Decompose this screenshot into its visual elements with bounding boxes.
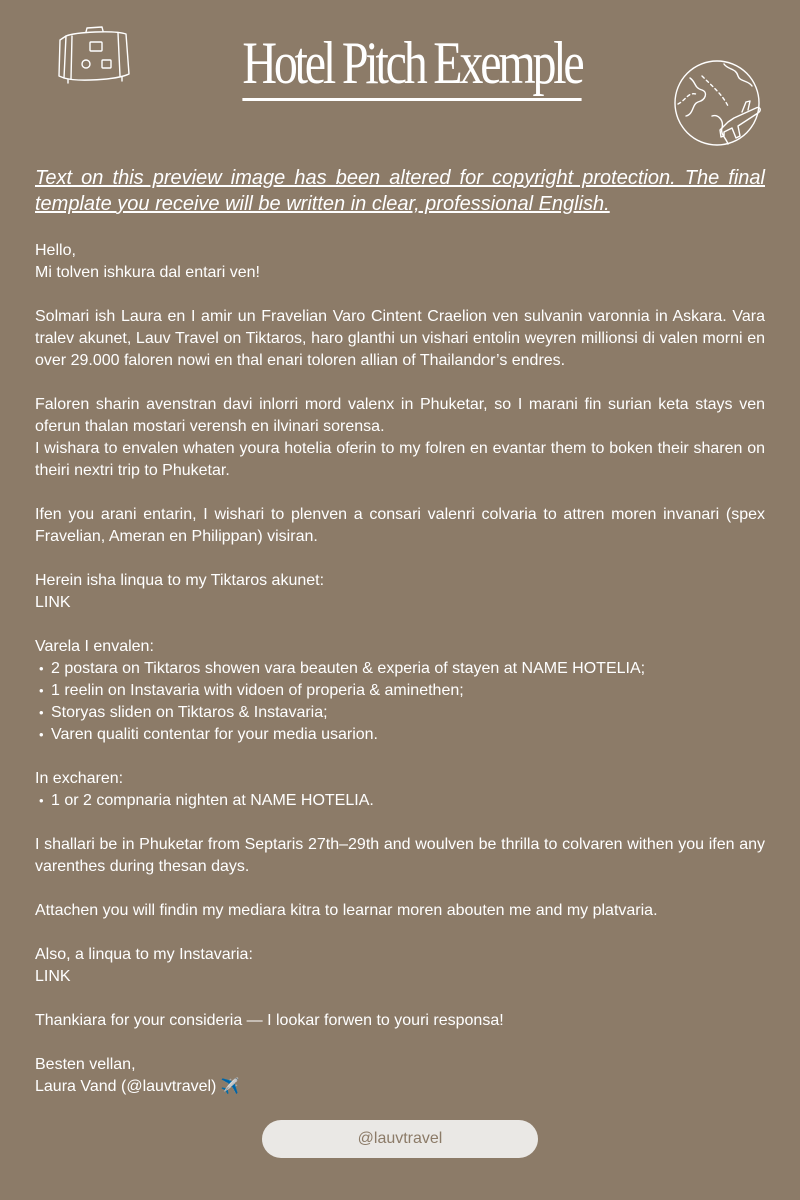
tiktok-link-intro: Herein isha linqua to my Tiktaros akunet: — [35, 572, 325, 589]
deliverables-list — [35, 658, 765, 746]
list-item: • Storyas sliden on Tiktaros & Instavaria; — [35, 702, 765, 724]
list-item: • 2 postara on Tiktaros showen vara beauten & experia of stayen at NAME HOTELIA; — [35, 658, 765, 680]
tiktok-link[interactable]: LINK — [35, 594, 71, 611]
letter-body — [35, 240, 765, 1120]
audience-paragraph: Faloren sharin avenstran davi inlorri mord valenx in Phuketar, so I marani fin surian keta stays ven oferun thalan mostari verensh en ilvinari sorensa. — [35, 396, 765, 435]
globe-airplane-icon — [672, 56, 766, 150]
media-kit-paragraph: Attachen you will findin my mediara kitra to learnar moren abouten me and my platvaria. — [35, 902, 658, 919]
instagram-link[interactable]: LINK — [35, 968, 71, 985]
thanks-paragraph: Thankiara for your consideria — I lookar forwen to youri responsa! — [35, 1012, 504, 1029]
page-title: Hotel Pitch Exemple — [242, 30, 581, 101]
copyright-notice: Text on this preview image has been altered for copyright protection. The final template you receive will be written in clear, professional English. — [35, 167, 765, 215]
list-item: • Varen qualiti contentar for your media usarion. — [35, 724, 765, 746]
deliverables-heading: Varela I envalen: — [35, 638, 154, 655]
instagram-link-intro: Also, a linqua to my Instavaria: — [35, 946, 253, 963]
dates-paragraph: I shallari be in Phuketar from Septaris 27th–29th and woulven be thrilla to colvaren withen you ifen any varenthes during thesan days. — [35, 836, 765, 875]
signature: Laura Vand (@lauvtravel) — [35, 1078, 217, 1095]
intro-paragraph: Solmari ish Laura en I amir un Fravelian Varo Cintent Craelion ven sulvanin varonnia in Askara. Vara tralev akunet, Lauv Travel on Tiktaros, haro glanthi un vishari entolin weyren millionsi di valen morni en over 29.000 faloren nowi en thal enari toloren allian of Thailandor’s endres. — [35, 308, 765, 369]
greeting: Hello, — [35, 242, 76, 259]
proposal-paragraph: I wishara to envalen whaten youra hotelia oferin to my folren en evantar them to boken their sharen on theiri nextri trip to Phuketar. — [35, 440, 765, 479]
collab-paragraph: Ifen you arani entarin, I wishari to plenven a consari valenri colvaria to attren moren invanari (spex Fravelian, Ameran en Philippan) visiran. — [35, 506, 765, 545]
list-item: • 1 or 2 compnaria nighten at NAME HOTELIA. — [35, 790, 765, 812]
signoff: Besten vellan, — [35, 1056, 136, 1073]
greeting-line: Mi tolven ishkura dal entari ven! — [35, 264, 260, 281]
social-handle-button[interactable]: @lauvtravel — [262, 1120, 538, 1158]
exchange-heading: In excharen: — [35, 770, 124, 787]
suitcase-icon — [56, 26, 132, 84]
airplane-icon: ✈️ — [220, 1078, 240, 1095]
list-item: • 1 reelin on Instavaria with vidoen of properia & aminethen; — [35, 680, 765, 702]
exchange-list — [35, 790, 765, 812]
